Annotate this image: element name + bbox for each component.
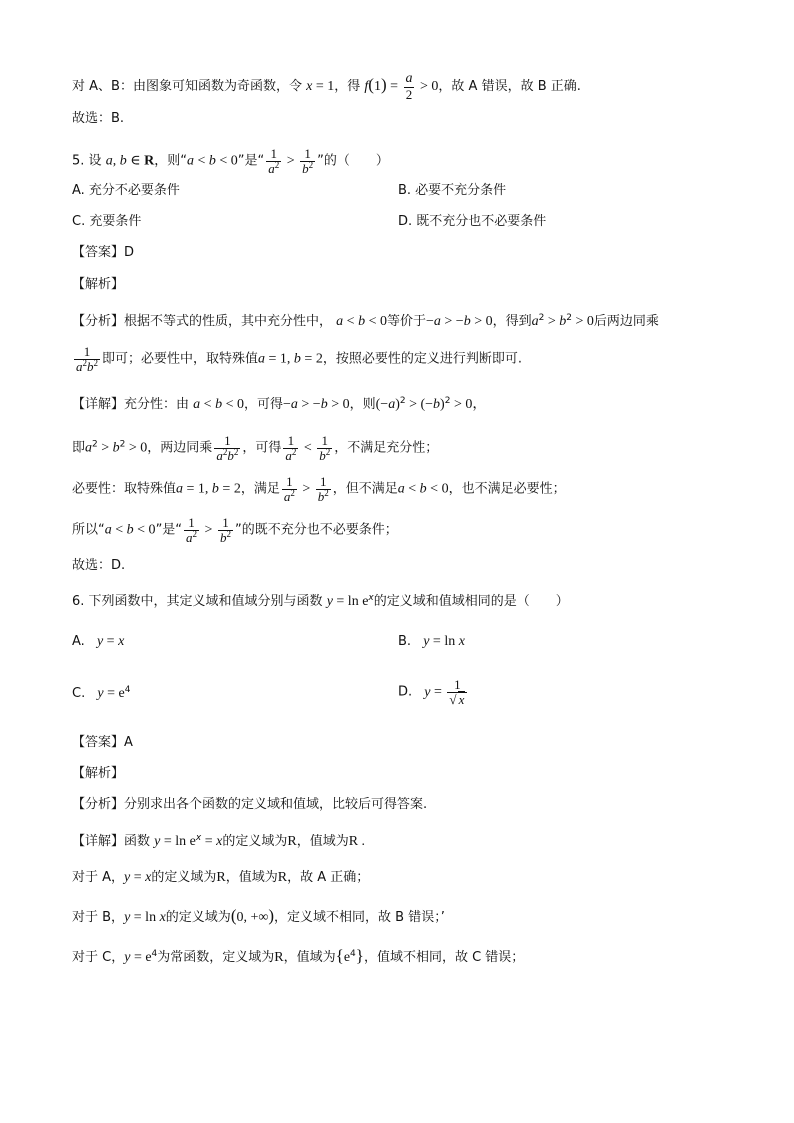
text-line: 【分析】分别求出各个函数的定义域和值域，比较后可得答案. <box>72 797 428 812</box>
option-d: D. 既不充分也不必要条件 <box>398 214 547 229</box>
text-line: 【详解】充分性：由 a < b < 0，可得−a > −b > 0，则$(-a)^2 > (-b)^2 > 0$， <box>72 396 487 412</box>
option-c: C. 充要条件 <box>72 214 142 229</box>
option-b: B. y = ln x <box>398 634 465 649</box>
question-6: 6. 下列函数中，其定义域和值域分别与函数 $y = \ln e^x$的定义域和值域相同的是（ ） <box>72 593 569 609</box>
fraction: $\frac{a}{2}$ <box>405 71 413 102</box>
option-b: B. 必要不充分条件 <box>398 183 507 198</box>
option-c: C. $y = e^4$ <box>72 685 131 701</box>
option-a: A. 充分不必要条件 <box>72 183 180 198</box>
text-line: 故选：B. <box>72 111 125 126</box>
answer-line: 【答案】A <box>72 735 133 750</box>
option-d: D. y = $\frac{1}{√ x}$ <box>398 678 469 706</box>
text-line: 对于 B，y = ln x的定义域为(0, +∞)，定义域不相同，故 B 错误；’ <box>72 906 445 925</box>
analysis-label: 【解析】 <box>72 277 125 292</box>
text-line: 对于 C，$y = e^4$为常函数，定义域为R，值域为$\{e^4\}$，值域不相同，故 C 错误； <box>72 946 525 965</box>
text-line: 必要性：取特殊值a = 1, b = 2，满足 $\frac{1}{a^2}$ > $\frac{1}{b^2}$ ，但不满足a < b < 0，也不满足必要性； <box>72 474 566 504</box>
option-a: A. y = x <box>72 634 125 649</box>
math: f <box>364 79 369 95</box>
text-line: 即$a^2 > b^2 > 0$，两边同乘 $\frac{1}{a^2b^2}$ ，可得 $\frac{1}{a^2}$ < $\frac{1}{b^2}$ ，不满足充分性； <box>72 433 439 463</box>
math: x <box>306 79 313 95</box>
text-line: 故选：D. <box>72 558 126 573</box>
text-line: 【分析】根据不等式的性质，其中充分性中， a < b < 0等价于−a > −b > 0，得到$a^2 > b^2 > 0$后两边同乘 <box>72 313 659 329</box>
answer-line: 【答案】D <box>72 245 135 260</box>
analysis-label: 【解析】 <box>72 766 125 781</box>
text-line: 所以“a < b < 0”是“ $\frac{1}{a^2}$ > $\frac{1}{b^2}$ ”的既不充分也不必要条件； <box>72 515 398 545</box>
text-line: 【详解】函数 $y = \ln e^x = x$的定义域为R，值域为R . <box>72 833 366 849</box>
text-line: 对于 A，y = x的定义域为R，值域为R，故 A 正确； <box>72 870 370 885</box>
text-line: $\frac{1}{a^2b^2}$ 即可；必要性中，取特殊值a = 1, b = 2，按照必要性的定义进行判断即可. <box>76 344 522 374</box>
question-5: 5. 设 a, b ∈ R，则“a < b < 0”是“ $\frac{1}{a^2}$ > $\frac{1}{b^2}$ ”的（ ） <box>72 146 389 176</box>
text-line: 对 A、B：由图象可知函数为奇函数，令 x = 1，得 f(1) = $\frac{a}{2}$ > 0，故 A 错误，故 B 正确. <box>72 71 581 102</box>
